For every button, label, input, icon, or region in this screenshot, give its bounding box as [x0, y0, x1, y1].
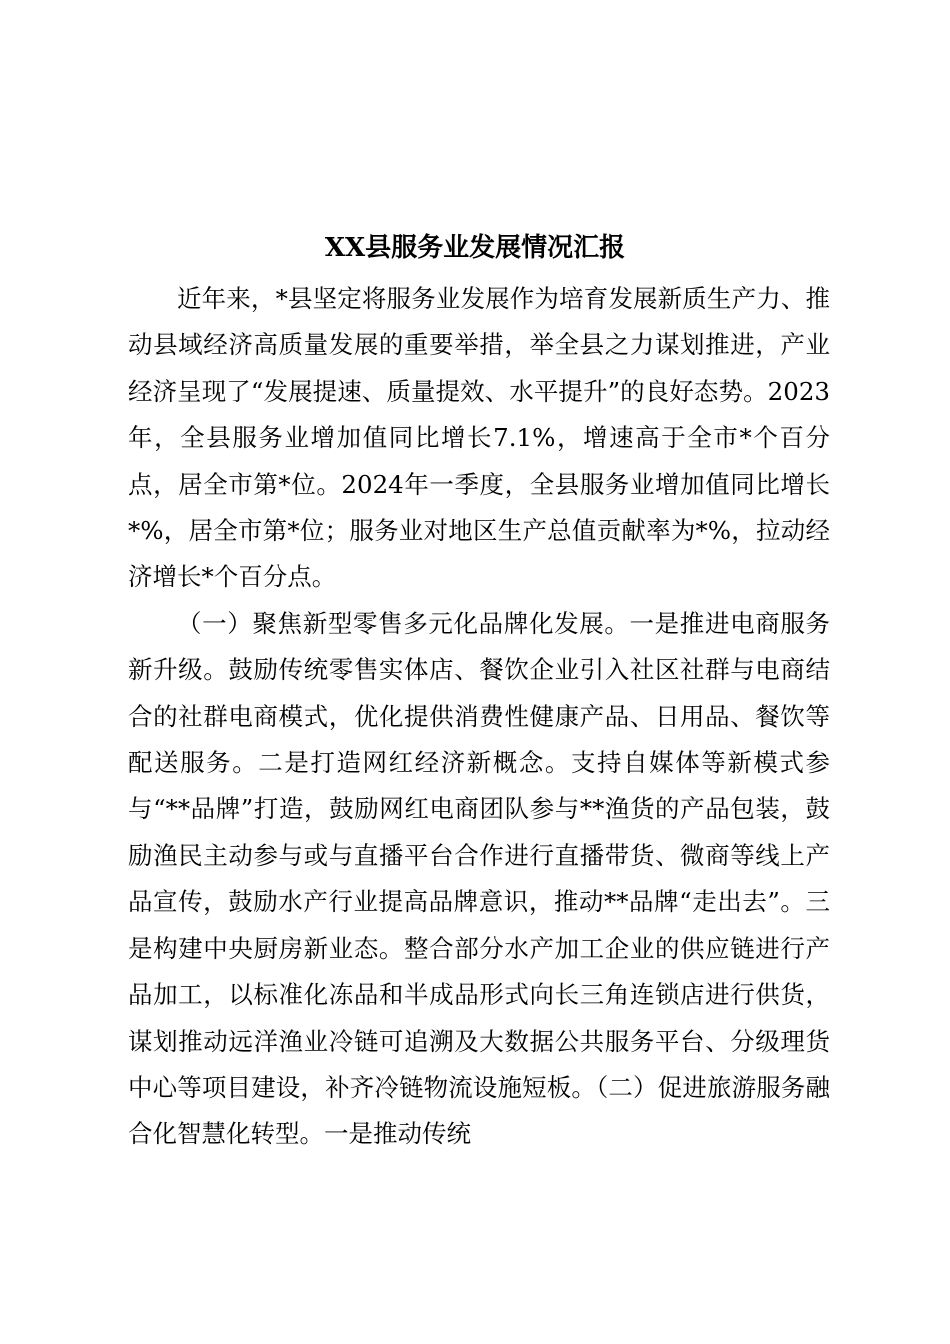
- document-title: XX县服务业发展情况汇报: [324, 233, 626, 263]
- intro-paragraph: 近年来，*县坚定将服务业发展作为培育发展新质生产力、推动县域经济高质量发展的重要举措，举全县之力谋划推进，产业经济呈现了“发展提速、质量提效、水平提升”的良好态势。2023年，全县服务业增加值同比增长7.1%，增速高于全市*个百分点，居全市第*位。2024年一季度，全县服务业增加值同比增长*%，居全市第*位；服务业对地区生产总值贡献率为*%，拉动经济增长*个百分点。: [128, 284, 830, 592]
- section-paragraph: （一）聚焦新型零售多元化品牌化发展。一是推进电商服务新升级。鼓励传统零售实体店、餐饮企业引入社区社群与电商结合的社群电商模式，优化提供消费性健康产品、日用品、餐饮等配送服务。二是打造网红经济新概念。支持自媒体等新模式参与“**品牌”打造，鼓励网红电商团队参与**渔货的产品包装，鼓励渔民主动参与或与直播平台合作进行直播带货、微商等线上产品宣传，鼓励水产行业提高品牌意识，推动**品牌“走出去”。三是构建中央厨房新业态。整合部分水产加工企业的供应链进行产品加工，以标准化冻品和半成品形式向长三角连锁店进行供货，谋划推动远洋渔业冷链可追溯及大数据公共服务平台、分级理货中心等项目建设，补齐冷链物流设施短板。（二）促进旅游服务融合化智慧化转型。一是推动传统: [128, 608, 830, 1149]
- document-body: [128, 276, 830, 1158]
